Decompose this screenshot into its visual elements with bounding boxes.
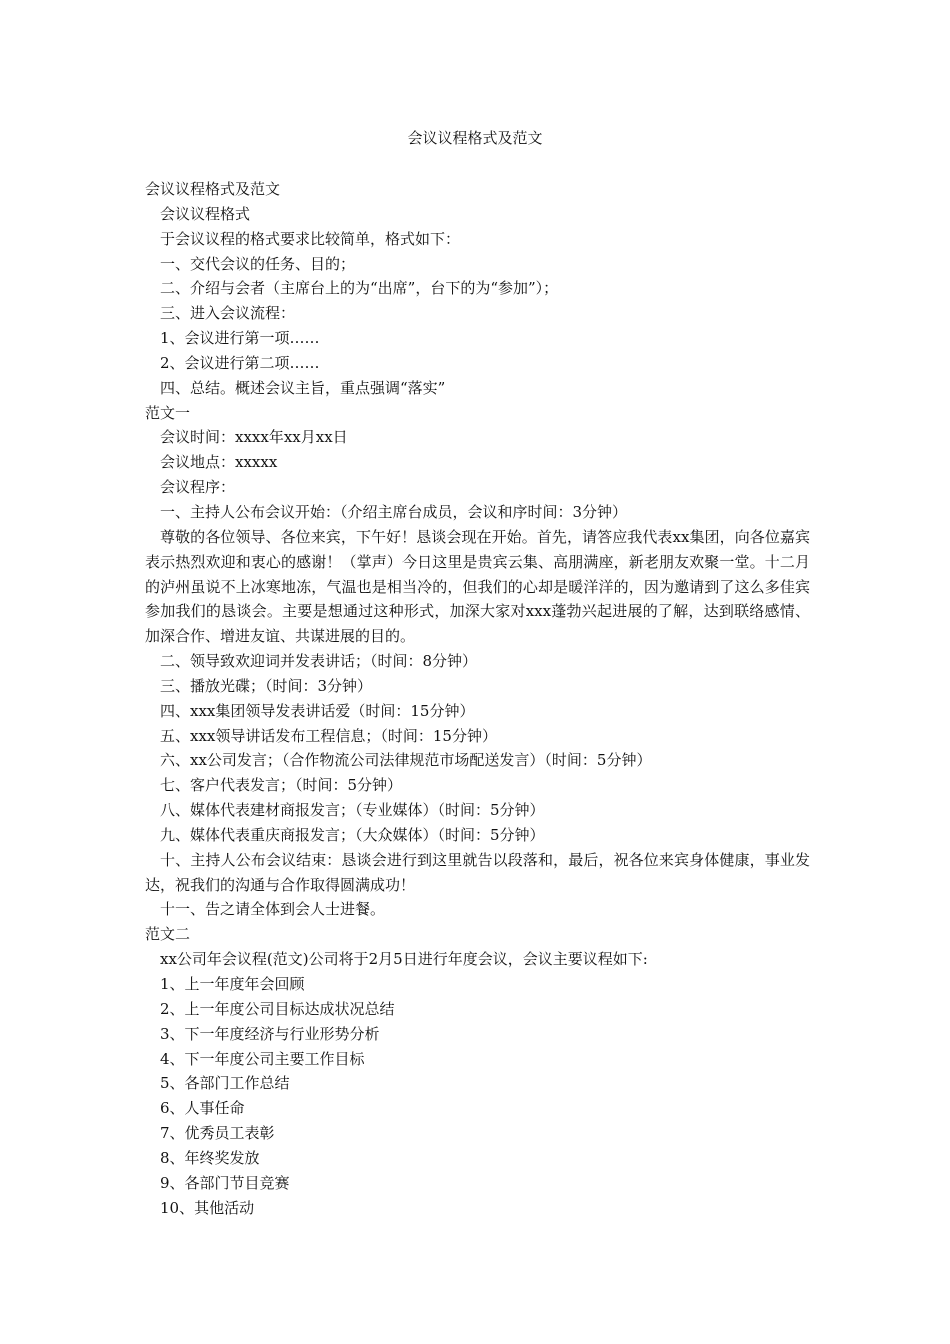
body-line: 5、各部门工作总结	[160, 1074, 290, 1093]
body-line: 四、总结。概述会议主旨，重点强调“落实”	[160, 378, 446, 397]
body-line: 10、其他活动	[160, 1198, 255, 1217]
body-line: 2、会议进行第二项……	[160, 353, 320, 372]
body-line: 8、年终奖发放	[160, 1148, 260, 1167]
document-title: 会议议程格式及范文	[407, 129, 543, 147]
body-line: 五、xxx领导讲话发布工程信息；（时间：15分钟）	[160, 726, 497, 745]
body-line: 3、下一年度经济与行业形势分析	[160, 1024, 380, 1043]
body-line: 十一、告之请全体到会人士进餐。	[160, 900, 386, 919]
body-line: 7、优秀员工表彰	[160, 1124, 275, 1143]
body-line: 范文二	[145, 925, 191, 944]
body-line: 三、进入会议流程：	[160, 304, 296, 323]
body-paragraph: 十、主持人公布会议结束：恳谈会进行到这里就告以段落和，最后，祝各位来宾身体健康，事业发达，祝我们的沟通与合作取得圆满成功！	[145, 850, 810, 894]
body-line: 会议议程格式及范文	[145, 180, 281, 198]
body-line: 9、各部门节目竞赛	[160, 1173, 290, 1192]
body-line: 八、媒体代表建材商报发言；（专业媒体）（时间：5分钟）	[160, 801, 545, 820]
body-line: 2、上一年度公司目标达成状况总结	[160, 999, 395, 1018]
body-line: 会议议程格式	[160, 204, 251, 223]
body-line: 三、播放光碟；（时间：3分钟）	[160, 676, 373, 695]
body-line: 会议地点：xxxxx	[160, 453, 278, 472]
body-line: 六、xx公司发言；（合作物流公司法律规范市场配送发言）（时间：5分钟）	[160, 751, 652, 770]
body-paragraph: 尊敬的各位领导、各位来宾，下午好！恳谈会现在开始。首先，请答应我代表xx集团，向各位嘉宾表示热烈欢迎和衷心的感谢！（掌声）今日这里是贵宾云集、高朋满座，新老朋友欢聚一堂。十二月的泸州虽说不上冰寒地冻，气温也是相当冷的，但我们的心却是暖洋洋的，因为邀请到了这么多佳宾参加我们的恳谈会。主要是想通过这种形式，加深大家对xxx蓬勃兴起进展的了解，达到联络感情、加深合作、增进友谊、共谋进展的目的。	[145, 527, 810, 646]
body-line: 一、交代会议的任务、目的；	[160, 254, 356, 273]
document-body	[145, 177, 810, 1220]
body-line: 二、领导致欢迎词并发表讲话；（时间：8分钟）	[160, 652, 478, 671]
body-line: xx公司年会议程(范文)公司将于2月5日进行年度会议，会议主要议程如下:	[160, 950, 648, 969]
body-line: 四、xxx集团领导发表讲话爱（时间：15分钟）	[160, 701, 475, 720]
body-line: 范文一	[145, 403, 191, 422]
body-line: 会议时间：xxxx年xx月xx日	[160, 428, 348, 447]
body-line: 4、下一年度公司主要工作目标	[160, 1049, 365, 1068]
body-line: 二、介绍与会者（主席台上的为“出席”，台下的为“参加”）；	[160, 279, 559, 298]
body-line: 九、媒体代表重庆商报发言；（大众媒体）（时间：5分钟）	[160, 825, 545, 844]
body-line: 会议程序：	[160, 478, 236, 497]
body-line: 于会议议程的格式要求比较简单，格式如下：	[160, 229, 461, 248]
body-line: 七、客户代表发言；（时间：5分钟）	[160, 776, 403, 795]
body-line: 1、会议进行第一项……	[160, 329, 320, 348]
body-line: 一、主持人公布会议开始：（介绍主席台成员，会议和序时间：3分钟）	[160, 502, 628, 521]
body-line: 1、上一年度年会回顾	[160, 975, 305, 993]
body-line: 6、人事任命	[160, 1099, 245, 1118]
